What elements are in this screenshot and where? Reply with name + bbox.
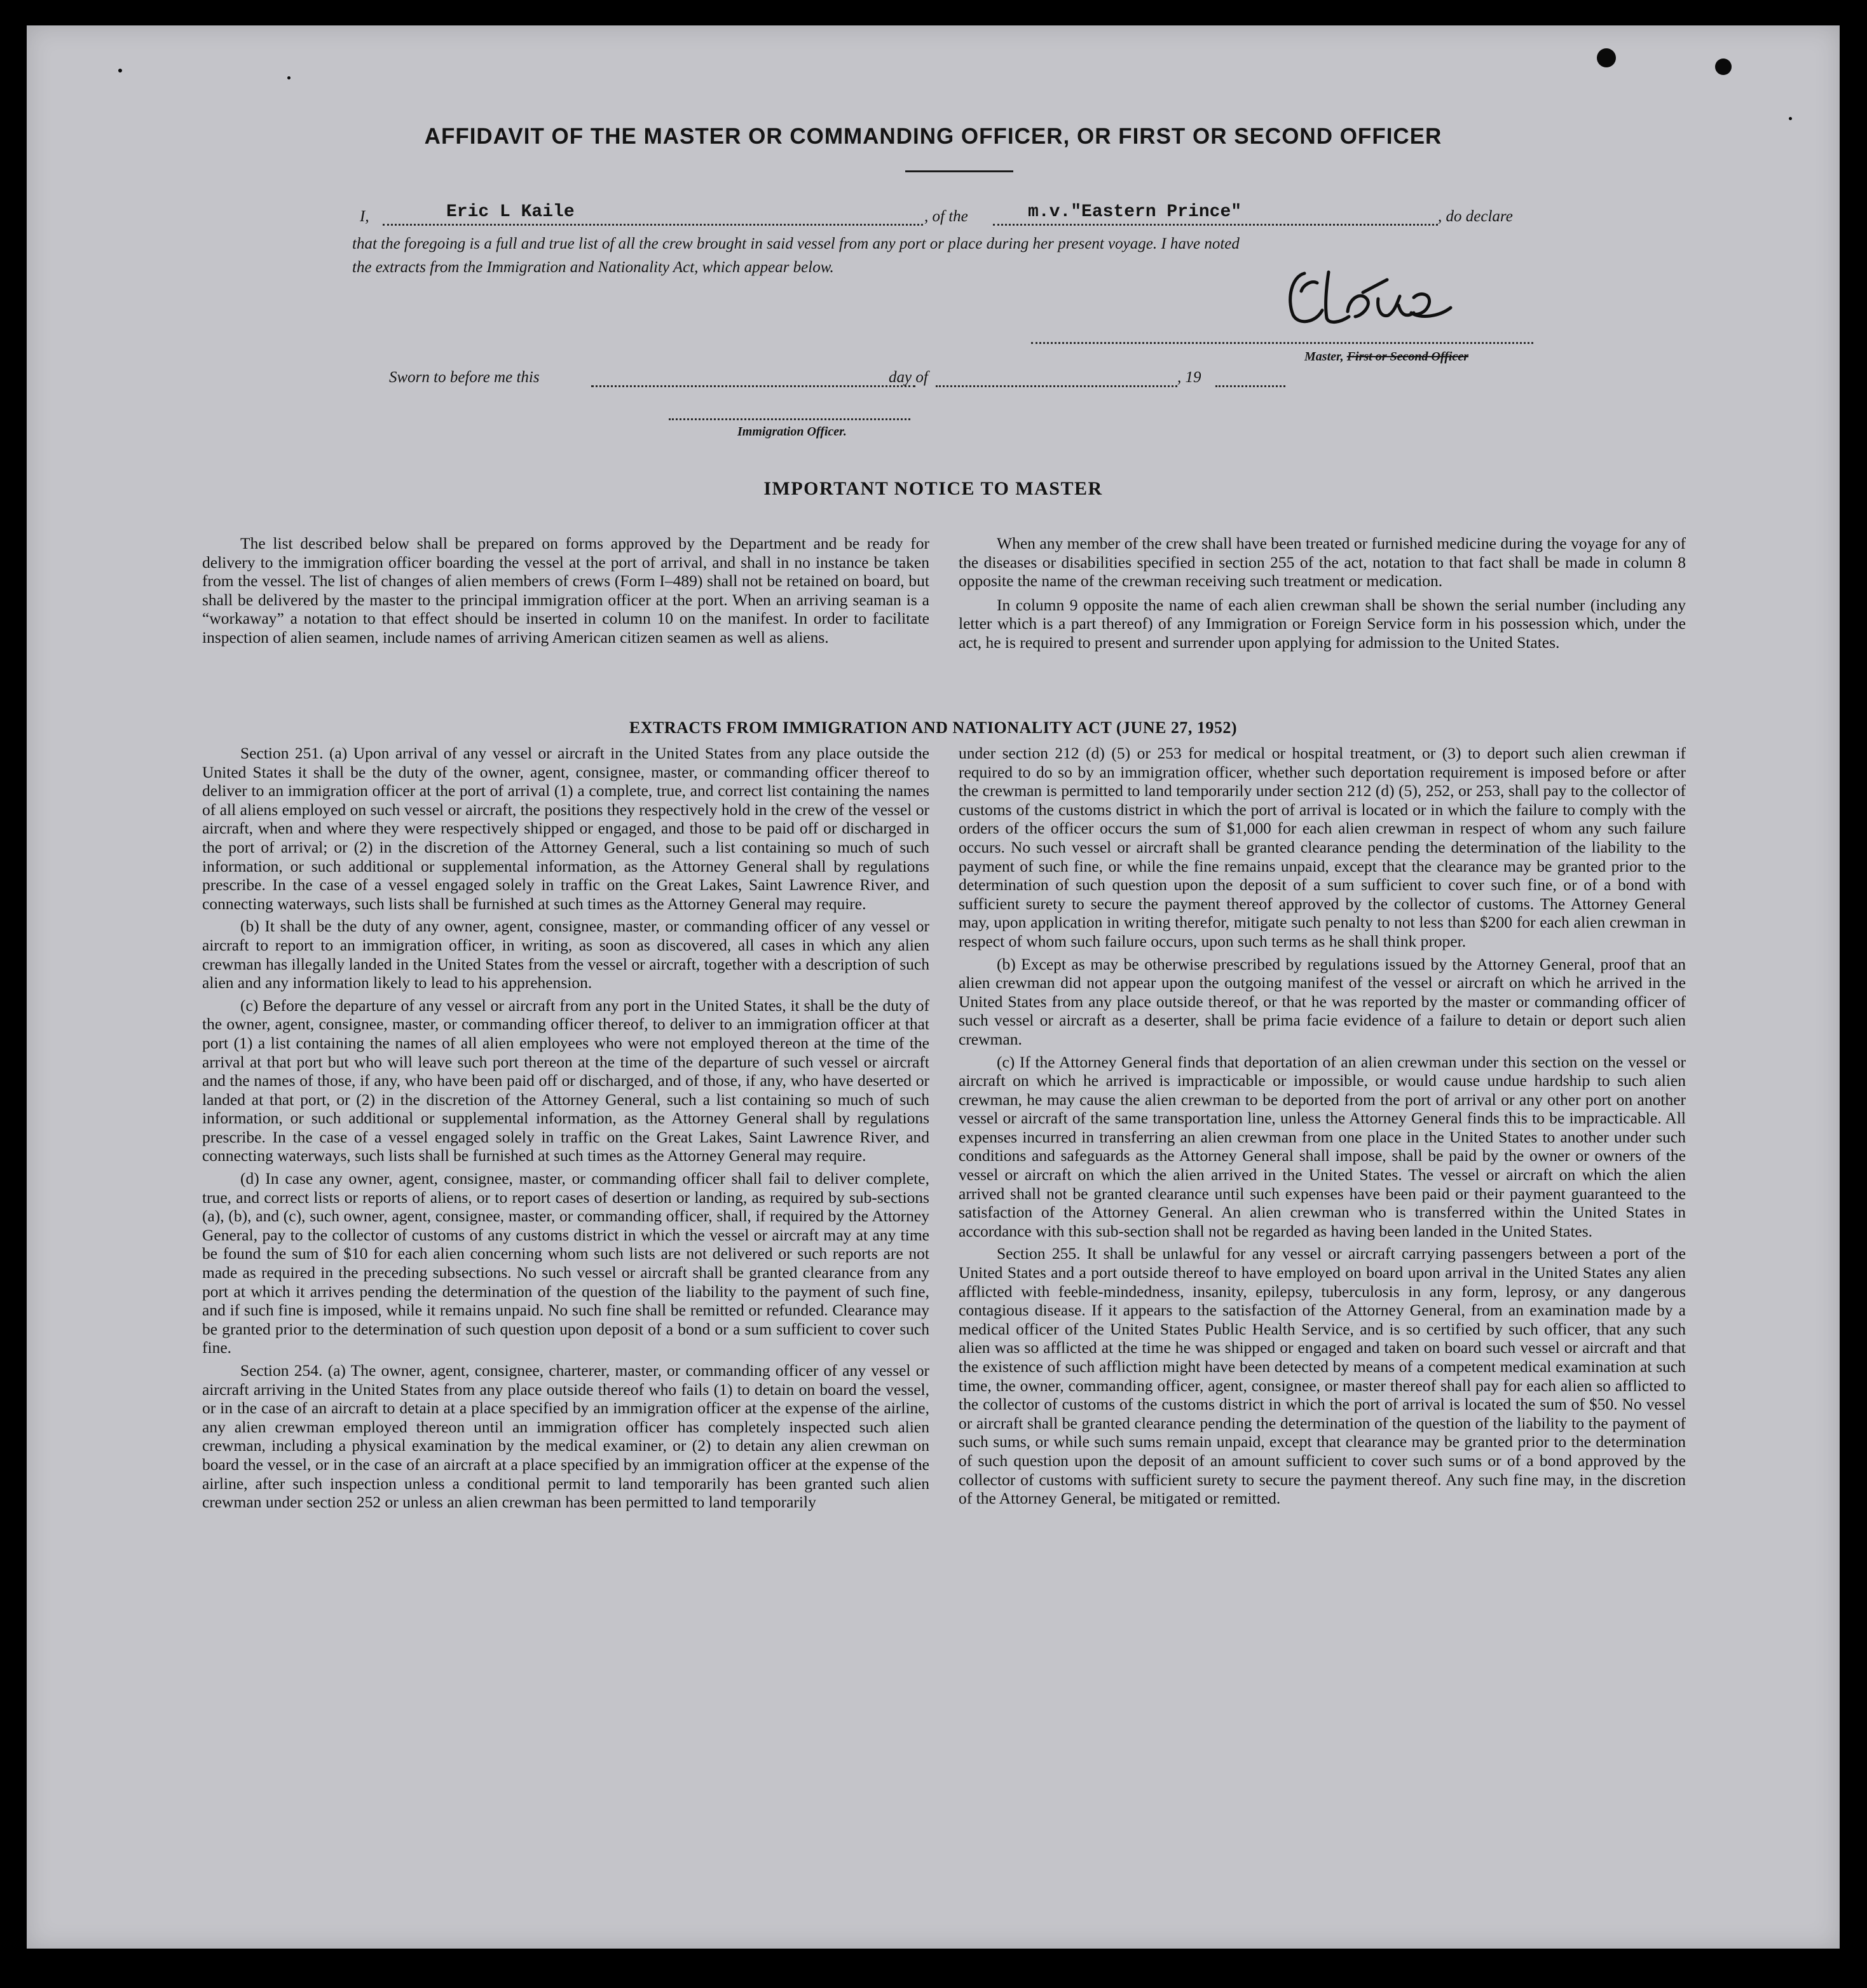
section-255: Section 255. It shall be unlawful for any vessel or aircraft carrying passengers between a port of the United States and a port outside thereof to have employed on board upon arrival in the United States any alien afflicted with feeble-mindedness, insanity, epilepsy, tuberculosis in any form, leprosy, or any dangerous contagious disease. If it appears to the satisfaction of the Attorney General, from an examination made by a medical officer of the United States Public Health Service, and is so certified by such officer, that any such alien was so afflicted at the time he was shipped or engaged and taken on board such vessel or aircraft and that the existence of such affliction might have been detected by means of a competent medical examination at such time, the owner, commanding officer, agent, consignee, or master thereof shall pay for each alien so afflicted to the collector of customs of the customs district in which the port of arrival is located the sum of $50. No vessel or aircraft shall be granted clearance pending the determination of the question of the liability to the payment of such sums, or while such sums remain unpaid, except that clearance may be granted prior to the determination of such question upon the deposit of an amount sufficient to cover such sums or of a bond approved by the collector of customs with sufficient surety to secure the payment thereof. Any such fine may, in the discretion of the Attorney General, be mitigated or remitted.	[959, 1244, 1686, 1508]
day-of-label: day of	[889, 369, 928, 386]
section-251c: (c) Before the departure of any vessel or aircraft from any port in the United States, it shall be the duty of the owner, agent, consignee, master, or commanding officer thereof, to deliver to an immigration officer at that port (1) a list containing the names of all alien employees who were not employed thereon at the time of the arrival at that port but who will leave such port thereon at the time of the departure of such vessel or aircraft and the names of those, if any, who have been paid off or discharged, and of those, if any, who have deserted or landed at that port, or (2) in the discretion of the Attorney General, such a list containing so much of such information, or such additional or supplemental information, as the Attorney General shall by regulations prescribe. In the case of a vessel engaged solely in traffic on the Great Lakes, Saint Lawrence River, and connecting waterways, such lists shall be furnished at such times as the Attorney General may require.	[202, 996, 929, 1165]
notice-right-column	[959, 534, 1686, 657]
sworn-label: Sworn to before me this	[389, 369, 540, 386]
signature-caption	[1304, 350, 1468, 364]
notice-right-paragraph-2: In column 9 opposite the name of each alien crewman shall be shown the serial number (including any letter which is a part thereof) of any Immigration or Foreign Service form in his possession which, under the act, he is required to present and surrender upon applying for admission to the United States.	[959, 595, 1686, 652]
section-254a: Section 254. (a) The owner, agent, consignee, charterer, master, or commanding officer of any vessel or aircraft arriving in the United States from any place outside thereof who fails (1) to detain on board the vessel, or in the case of an aircraft to detain at a place specified by an immigration officer at the expense of the airline, any alien crewman employed thereon until an immigration officer has completely inspected such alien crewman, including a physical examination by the medical examiner, or (2) to detain any alien crewman on board the vessel, or in the case of an aircraft at a place specified by an immigration officer at the expense of the airline, after such inspection unless a conditional permit to land temporarily has been granted such alien crewman under section 252 or unless an alien crewman has been permitted to land temporarily	[202, 1361, 929, 1512]
master-name-line	[383, 224, 923, 226]
affidavit-title: AFFIDAVIT OF THE MASTER OR COMMANDING OFFICER, OR FIRST OR SECOND OFFICER	[424, 124, 1442, 149]
signature-line	[1031, 342, 1533, 344]
title-rule	[905, 170, 1013, 172]
of-the-label: , of the	[924, 208, 968, 225]
sworn-month-line	[936, 385, 1177, 387]
section-251a: Section 251. (a) Upon arrival of any vessel or aircraft in the United States from any place outside the United States it shall be the duty of the owner, agent, consignee, master, or commanding officer thereof to deliver to an immigration officer at the port of arrival (1) a complete, true, and correct list containing the names of all aliens employed on such vessel or aircraft, the positions they respectively hold in the crew of the vessel or aircraft, when and where they were respectively shipped or engaged, and those to be paid off or discharged in the port of arrival; or (2) in the discretion of the Attorney General, such a list containing so much of such information, or such additional or supplemental information, as the Attorney General shall by regulations prescribe. In the case of a vessel engaged solely in traffic on the Great Lakes, Saint Lawrence River, and connecting waterways, such lists shall be furnished at such times as the Attorney General may require.	[202, 744, 929, 913]
master-caption: Master,	[1304, 350, 1344, 364]
vessel-name-line	[993, 224, 1438, 226]
notice-left-paragraph: The list described below shall be prepared on forms approved by the Department and be ready for delivery to the immigration officer boarding the vessel at the port of arrival, and shall in no instance be taken from the vessel. The list of changes of alien members of crews (Form I–489) shall not be retained on board, but shall be delivered by the master to the principal immigration officer at the port. When an arriving seaman is a “workaway” a notation to that effect should be inserted in column 10 on the manifest. In order to facilitate inspection of alien seamen, include names of arriving American citizen seamen as well as aliens.	[202, 534, 929, 647]
notice-title: IMPORTANT NOTICE TO MASTER	[763, 478, 1103, 499]
section-251b: (b) It shall be the duty of any owner, agent, consignee, master, or commanding officer of any vessel or aircraft to report to an immigration officer, in writing, as soon as discovered, all cases in which any alien crewman has illegally landed in the United States from the vessel or aircraft, together with a description of such alien and any information likely to lead to his apprehension.	[202, 917, 929, 992]
extracts-left-column	[202, 744, 929, 1516]
sworn-day-line	[591, 385, 915, 387]
extracts-title: EXTRACTS FROM IMMIGRATION AND NATIONALITY ACT (JUNE 27, 1952)	[629, 718, 1238, 737]
extracts-right-column	[959, 744, 1686, 1512]
handwritten-signature	[1254, 254, 1495, 343]
vessel-name: m.v."Eastern Prince"	[1028, 202, 1242, 222]
section-254c: (c) If the Attorney General finds that deportation of an alien crewman under this section on the vessel or aircraft on which he arrived is impracticable or impossible, or would cause undue hardship to such alien crewman, he may cause the alien crewman to be deported from the port of arrival or any other port on another vessel or aircraft of the same transportation line, unless the Attorney General finds this to be impracticable. All expenses incurred in transferring an alien crewman from one place in the United States to another under such conditions and safeguards as the Attorney General shall impose, shall be paid by the owner or owners of the vessel or aircraft on which the alien arrived in the United States. The vessel or aircraft on which the alien arrived shall not be granted clearance until such expenses have been paid or their payment guaranteed to the satisfaction of the Attorney General. An alien crewman who is transferred within the United States in accordance with this sub-section shall not be regarded as having been landed in the United States.	[959, 1052, 1686, 1240]
officer-caption: Immigration Officer.	[737, 425, 847, 439]
document-page	[27, 25, 1840, 1949]
section-251d: (d) In case any owner, agent, consignee, master, or commanding officer shall fail to deliver complete, true, and correct lists or reports of aliens, or to report cases of desertion or landing, as required by sub-sections (a), (b), and (c), such owner, agent, consignee, master, or commanding officer, shall, if required by the Attorney General, pay to the collector of customs of any customs district in which the vessel or aircraft may at any time be found the sum of $10 for each alien concerning whom such lists are not delivered or such reports are not made as required in the preceding subsections. No such vessel or aircraft shall be granted clearance from any port at which it arrives pending the determination of the question of the liability to the payment of such fine, and if such fine is imposed, while it remains unpaid. No such fine shall be remitted or refunded. Clearance may be granted prior to the determination of such question upon deposit of a bond or a sum sufficient to cover such fine.	[202, 1169, 929, 1357]
officer-signature-line	[669, 418, 910, 420]
sworn-year-line	[1215, 385, 1285, 387]
i-label: I,	[360, 208, 369, 225]
section-254b: (b) Except as may be otherwise prescribed by regulations issued by the Attorney General, proof that an alien crewman did not appear upon the outgoing manifest of the vessel or aircraft on which he arrived in the United States from any place outside thereof, or that he was reported by the master or commanding officer of such vessel or aircraft as a deserter, shall be prima facie evidence of a failure to detain or deport such alien crewman.	[959, 954, 1686, 1048]
master-name: Eric L Kaile	[446, 202, 575, 222]
do-declare-label: , do declare	[1438, 208, 1513, 225]
section-254a-continued: under section 212 (d) (5) or 253 for medical or hospital treatment, or (3) to deport such alien crewman if required to do so by an immigration officer, whether such deportation requirement is imposed before or after the crewman is permitted to land temporarily under section 212 (d) (5), 252, or 253, shall pay to the collector of customs of the customs district in which the port of arrival is located or in which the failure to comply with the orders of the officer occurs the sum of $1,000 for each alien crewman in respect of whom any such failure occurs. No such vessel or aircraft shall be granted clearance pending the determination of the liability to the payment of such fine, or while the fine remains unpaid, except that the clearance may be granted prior to the determination of such question upon the deposit of a sum sufficient to cover such fine, or of a bond with sufficient surety to secure the payment thereof approved by the collector of customs. The Attorney General may, upon application in writing therefor, mitigate such penalty to not less than $200 for each alien crewman in respect of whom such failure occurs, upon such terms as he shall think proper.	[959, 744, 1686, 950]
struck-officer-caption: First or Second Officer	[1346, 350, 1468, 364]
statement-line-1: that the foregoing is a full and true list of all the crew brought in said vessel from any port or place during her present voyage. I have noted	[352, 235, 1240, 252]
notice-right-paragraph-1: When any member of the crew shall have been treated or furnished medicine during the voyage for any of the diseases or disabilities specified in section 255 of the act, notation to that fact shall be made in column 8 opposite the name of the crewman receiving such treatment or medication.	[959, 534, 1686, 591]
statement-line-2: the extracts from the Immigration and Nationality Act, which appear below.	[352, 259, 834, 276]
notice-left-column	[202, 534, 929, 652]
year-prefix: , 19	[1177, 369, 1201, 386]
